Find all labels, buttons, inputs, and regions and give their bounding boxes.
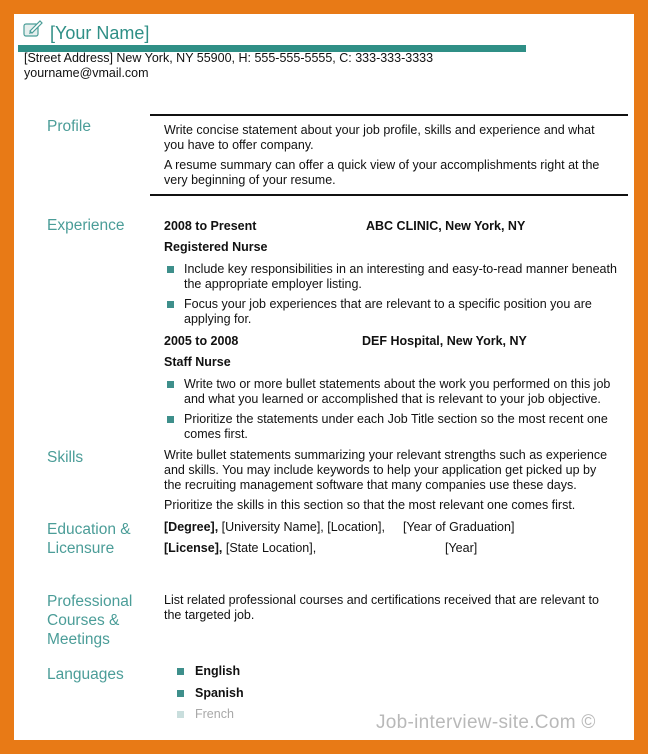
skills-text <box>164 448 607 513</box>
email-line: yourname@vmail.com <box>24 66 149 80</box>
education-license-line <box>164 541 316 556</box>
section-title-profile: Profile <box>47 118 91 135</box>
bullet-line: and what you learned or accomplished that is relevant to your job objective. <box>184 392 601 406</box>
section-title-line: Licensure <box>47 540 115 557</box>
profile-bottom-rule <box>150 194 628 196</box>
state-location: [State Location], <box>225 541 317 555</box>
contact-info <box>24 51 433 81</box>
contact-line: [Street Address] New York, NY 55900, H: 555-555-5555, C: 333-333-3333 <box>24 51 434 65</box>
section-title-line: Professional <box>47 593 133 610</box>
skills-line: Prioritize the skills in this section so that the most relevant one comes first. <box>164 498 576 512</box>
bullet-square-icon <box>177 668 184 675</box>
language-item: Spanish <box>195 686 244 700</box>
graduation-year: [Year of Graduation] <box>403 520 515 534</box>
bullet-line: comes first. <box>184 427 248 441</box>
bullet-line: applying for. <box>184 312 252 326</box>
license: [License], <box>164 541 223 555</box>
bullet-line: Write two or more bullet statements about the work you performed on this job <box>184 377 611 391</box>
degree: [Degree], <box>164 520 219 534</box>
section-title-line: Meetings <box>47 631 110 648</box>
job-employer: DEF Hospital, New York, NY <box>362 334 527 348</box>
section-title-education <box>47 520 131 558</box>
profile-top-rule <box>150 114 628 116</box>
profile-text <box>164 123 599 188</box>
courses-line: List related professional courses and certifications received that are relevant to <box>164 593 599 607</box>
resume-name: [Your Name] <box>50 23 150 43</box>
bullet-line: Prioritize the statements under each Job Title section so the most recent one <box>184 412 608 426</box>
bullet-line: Include key responsibilities in an interesting and easy-to-read manner beneath <box>184 262 617 276</box>
license-year: [Year] <box>445 541 478 555</box>
profile-line: you have to offer company. <box>164 138 314 152</box>
section-title-courses <box>47 592 132 649</box>
watermark: Job-interview-site.Com © <box>376 712 596 733</box>
pencil-paper-icon <box>22 18 44 38</box>
job-title: Registered Nurse <box>164 240 268 254</box>
section-title-languages: Languages <box>47 666 124 683</box>
education-degree-line <box>164 520 385 535</box>
courses-line: the targeted job. <box>164 608 255 622</box>
section-title-skills: Skills <box>47 449 84 466</box>
job-bullet <box>184 377 610 407</box>
bullet-square-icon <box>167 416 174 423</box>
resume-page <box>14 14 634 740</box>
bullet-line: Focus your job experiences that are relevant to a specific position you are <box>184 297 592 311</box>
language-item: French <box>195 707 234 721</box>
bullet-square-icon <box>167 381 174 388</box>
job-dates: 2005 to 2008 <box>164 334 239 348</box>
profile-line: very beginning of your resume. <box>164 173 336 187</box>
job-bullet <box>184 297 592 327</box>
bullet-square-icon <box>167 301 174 308</box>
skills-line: Write bullet statements summarizing your relevant strengths such as experience <box>164 448 608 462</box>
profile-line: A resume summary can offer a quick view of your accomplishments right at the <box>164 158 600 172</box>
bullet-square-icon <box>167 266 174 273</box>
skills-line: and skills. You may include keywords to help your application get picked up by <box>164 463 597 477</box>
job-bullet <box>184 412 608 442</box>
job-dates: 2008 to Present <box>164 219 257 233</box>
bullet-line: the appropriate employer listing. <box>184 277 362 291</box>
job-employer: ABC CLINIC, New York, NY <box>366 219 526 233</box>
job-title: Staff Nurse <box>164 355 231 369</box>
job-bullet <box>184 262 617 292</box>
profile-line: Write concise statement about your job profile, skills and experience and what <box>164 123 595 137</box>
skills-line: the recruiting management software that many companies use these days. <box>164 478 577 492</box>
language-item: English <box>195 664 241 678</box>
section-title-line: Education & <box>47 521 131 538</box>
university: [University Name], [Location], <box>221 520 385 534</box>
section-title-line: Courses & <box>47 612 120 629</box>
bullet-square-icon <box>177 690 184 697</box>
section-title-experience: Experience <box>47 217 125 234</box>
courses-text <box>164 593 599 623</box>
bullet-square-icon <box>177 711 184 718</box>
